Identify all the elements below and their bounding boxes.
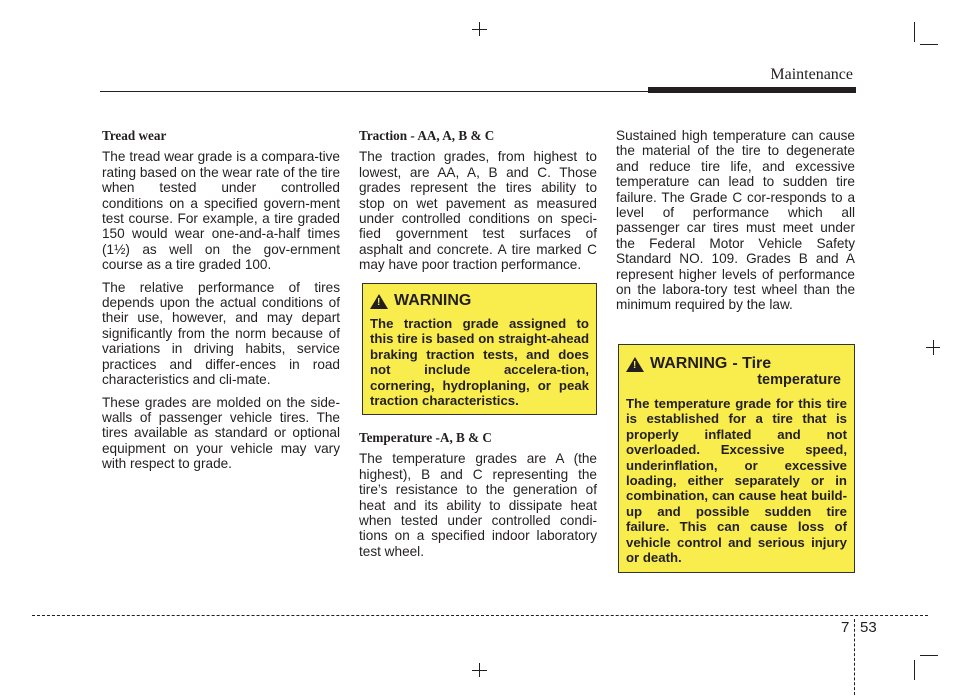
footer-rule — [32, 615, 928, 616]
chapter-number: 7 — [841, 619, 850, 636]
temperature-warning-title: WARNING — [650, 355, 728, 372]
traction-warning-box — [362, 283, 597, 415]
sustained-temperature-paragraph: Sustained high temperature can cause the material of the tire to degenerate and reduce tire life, and excessive temperature can lead to sudden tire failure. The Grade C cor-responds to a level of performance which all passenger car tires must meet under the Federal Motor Vehicle Safety Standard NO. 109. Grades B and A represent higher levels of performance on the labora-tory test wheel than the minimum required by the law. — [616, 128, 855, 313]
temperature-paragraph: The temperature grades are A (the highest), B and C representing the tire’s resistance to the generation of heat and its ability to dissipate heat when tested under controlled condi-tions on a specified indoor laboratory test wheel. — [359, 451, 597, 559]
temperature-heading: Temperature -A, B & C — [359, 430, 492, 445]
temperature-warning-box — [618, 344, 855, 573]
traction-paragraph: The traction grades, from highest to lowest, are AA, A, B and C. Those grades represent the tires ability to stop on wet pavement as measured under controlled conditions on speci-fied government test surfaces of asphalt and concrete. A tire marked C may have poor traction performance. — [359, 149, 597, 273]
column-2-lower — [359, 430, 597, 566]
crop-mark-br-h — [920, 655, 938, 656]
page-divider — [854, 619, 855, 695]
traction-warning-header — [370, 292, 589, 310]
traction-heading: Traction - AA, A, B & C — [359, 128, 495, 143]
warning-icon: ! — [626, 357, 644, 372]
crop-mark-br-v — [914, 660, 915, 680]
page-number: 53 — [860, 619, 877, 636]
crop-mark-right-v — [933, 340, 934, 355]
temperature-warning-header — [626, 355, 847, 373]
tread-wear-heading: Tread wear — [102, 128, 167, 143]
temperature-warning-body: The temperature grade for this tire is established for a tire that is properly inflated and not overloaded. Excessive speed, underinflation, or excessive loading, either separately or in combination, can cause heat build-up and possible sudden tire failure. This can cause loss of vehicle control and serious injury or death. — [626, 396, 847, 566]
crop-mark-bottom-h — [472, 670, 487, 671]
section-title: Maintenance — [770, 66, 853, 83]
crop-mark-tr-h — [920, 44, 938, 45]
temperature-warning-subtitle: - Tire — [732, 355, 772, 372]
tread-wear-paragraph-2: The relative performance of tires depends upon the actual conditions of their use, however, and may depart significantly from the norm because of variations in driving habits, service practices and differ-ences in road characteristics and cli-mate. — [102, 279, 340, 388]
warning-icon: ! — [370, 294, 388, 309]
header-bar — [648, 87, 856, 93]
crop-mark-top-h — [472, 29, 487, 30]
column-3 — [616, 128, 855, 320]
traction-warning-title: WARNING — [394, 292, 472, 309]
temperature-warning-subtitle-line2: temperature — [757, 372, 841, 388]
crop-mark-tr-v — [914, 22, 915, 42]
tread-wear-paragraph-3: These grades are molded on the side-walls of passenger vehicle tires. The tires available as standard or optional equipment on your vehicle may vary with respect to grade. — [102, 394, 340, 472]
column-1 — [102, 128, 340, 479]
traction-warning-body: The traction grade assigned to this tire is based on straight-ahead braking traction tests, and does not include accelera-tion, cornering, hydroplaning, or peak traction characteristics. — [370, 316, 589, 409]
tread-wear-paragraph-1: The tread wear grade is a compara-tive rating based on the wear rate of the tire when tested under controlled conditions on a specified govern-ment test course. For example, a tire graded 150 would wear one-and-a-half times (1½) as well on the gov-ernment course as a tire graded 100. — [102, 149, 340, 273]
column-2 — [359, 128, 597, 280]
